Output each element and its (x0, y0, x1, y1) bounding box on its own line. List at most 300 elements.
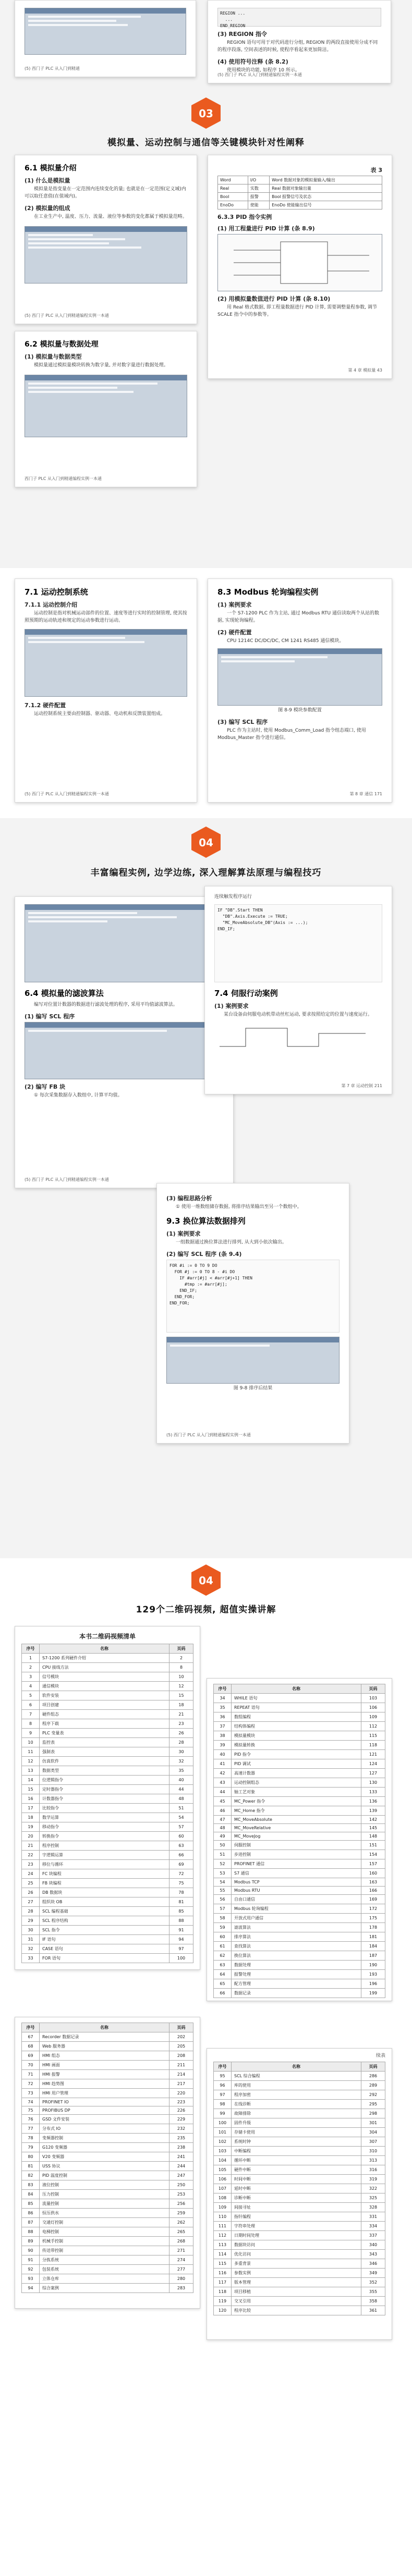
video-page: 103 (361, 1694, 385, 1703)
motion-sub1: 7.1.1 运动控制介绍 (25, 601, 78, 608)
top-right-code: REGION ... ... END_REGION (217, 8, 381, 27)
video-number: 119 (214, 2296, 232, 2306)
pid-block-diagram (218, 235, 380, 291)
table-row (214, 2287, 385, 2296)
video-page: 262 (169, 2218, 193, 2227)
video-number: 83 (22, 2180, 40, 2190)
video-number: 1 (22, 1654, 40, 1663)
video-title: 数据块访问 (232, 2240, 361, 2249)
table-row (22, 1869, 193, 1879)
table-row (22, 1813, 193, 1822)
video-number: 89 (22, 2237, 40, 2246)
video-title: 数据处理 (232, 1961, 361, 1970)
modbus-para2: CPU 1214C DC/DC/DC, CM 1241 RS485 通信模块。 (227, 638, 344, 644)
video-page: 112 (361, 1722, 385, 1731)
table-row (22, 2152, 193, 2162)
table-row (214, 1741, 385, 1750)
table-row (214, 1878, 385, 1887)
modbus-page (208, 578, 392, 803)
pid-sub3: (2) 用模拟量数值进行 PID 计算 (条 8.10) (217, 295, 331, 302)
video-page: 115 (361, 1731, 385, 1741)
top-left-footer: (5) 西门子 PLC 从入门到精通 (25, 66, 80, 71)
video-number: 30 (22, 1926, 40, 1935)
qr-list-bottom-left (15, 2017, 200, 2309)
table-row (22, 1954, 193, 1963)
video-page: 118 (361, 1741, 385, 1750)
video-title: 机械手控制 (40, 2237, 169, 2246)
table-row (218, 176, 382, 184)
qr-list-left (15, 1626, 200, 1970)
table-row (22, 1926, 193, 1935)
video-number: 73 (22, 2089, 40, 2098)
modbus-para3: PLC 作为主站时, 使用 Modbus_Comm_Load 指令组态端口, 使用 Modbus_Master 指令进行通信。 (217, 728, 366, 741)
video-number: 115 (214, 2259, 232, 2268)
video-title: HMI 组态 (40, 2051, 169, 2061)
video-page: 325 (361, 2193, 385, 2202)
table-row (214, 2193, 385, 2202)
video-number: 102 (214, 2137, 232, 2146)
qr-continued-label: 续表 (375, 2053, 385, 2059)
video-page: 75 (169, 1879, 193, 1888)
video-title: Modbus 轮询编程 (232, 1904, 361, 1914)
video-page: 130 (361, 1778, 385, 1788)
table-row (22, 2180, 193, 2190)
table-row (22, 2098, 193, 2106)
video-page: 127 (361, 1769, 385, 1778)
analog-intro-footer: (5) 西门子 PLC 从入门到精通编程实例一本通 (25, 313, 109, 318)
video-number: 53 (214, 1869, 232, 1878)
filter-para1: 编写对位置计数器的数据进行滤波处理的程序, 采用平均值滤波算法。 (34, 1002, 178, 1007)
video-title: SCL 编程基础 (40, 1907, 169, 1916)
video-number: 34 (214, 1694, 232, 1703)
video-page: 145 (361, 1824, 385, 1832)
video-title: 日期时间处理 (232, 2230, 361, 2240)
video-number: 80 (22, 2152, 40, 2162)
video-title: 优化访问 (232, 2249, 361, 2259)
video-page: 217 (169, 2079, 193, 2089)
qr-col-title: 名称 (232, 1684, 361, 1694)
video-page: 85 (169, 1907, 193, 1916)
video-title: 伺服控制 (232, 1841, 361, 1850)
modbus-sub2: (2) 硬件配置 (217, 628, 252, 636)
table-row (214, 1832, 385, 1841)
video-page: 232 (169, 2124, 193, 2134)
qr-list-right (207, 1678, 392, 2001)
video-title: Web 服务器 (40, 2042, 169, 2051)
table-cell: Real (218, 184, 248, 193)
video-number: 54 (214, 1878, 232, 1887)
video-page: 220 (169, 2089, 193, 2098)
video-page: 69 (169, 1860, 193, 1869)
video-number: 74 (22, 2098, 40, 2106)
table-row (214, 1694, 385, 1703)
video-title: 模拟量转换 (232, 1741, 361, 1750)
chapter-03-badge: 03 (199, 107, 213, 120)
table-row (214, 1759, 385, 1769)
analog-intro-para2: 在工业生产中, 温度、压力、流量、液位等参数的变化都属于模拟量范畴。 (34, 214, 187, 219)
table-row (214, 1731, 385, 1741)
table-row (22, 2265, 193, 2274)
table-row (214, 1979, 385, 1989)
video-page: 54 (169, 1813, 193, 1822)
table-row (214, 1722, 385, 1731)
video-number: 106 (214, 2174, 232, 2184)
video-number: 81 (22, 2162, 40, 2171)
table-row (214, 1703, 385, 1712)
video-title: 包装系统 (40, 2265, 169, 2274)
video-page: 63 (169, 1841, 193, 1851)
video-number: 4 (22, 1682, 40, 1691)
video-number: 38 (214, 1731, 232, 1741)
table-row (22, 1935, 193, 1944)
video-page: 151 (361, 1841, 385, 1850)
video-page: 175 (361, 1914, 385, 1923)
video-page: 226 (169, 2106, 193, 2115)
video-number: 69 (22, 2051, 40, 2061)
analog-intro-sub2: (2) 模拟量的组成 (25, 204, 70, 212)
video-title: 综合案例 (40, 2284, 169, 2293)
video-title: GSD 文件安装 (40, 2115, 169, 2124)
table-row (214, 1859, 385, 1869)
video-page: 244 (169, 2162, 193, 2171)
pid-footer: 第 4 章 模拟量 43 (348, 368, 382, 373)
video-number: 16 (22, 1794, 40, 1804)
video-number: 75 (22, 2106, 40, 2115)
sort-page (156, 1183, 349, 1444)
table-cell: Word 数据对象的模拟量输入/输出 (270, 176, 382, 184)
video-title: 程序控制 (40, 1841, 169, 1851)
video-page: 66 (169, 1851, 193, 1860)
table-row (214, 1841, 385, 1850)
top-right-item-text: 使用模块的功能, 如程序 10 所示。 (227, 67, 300, 73)
table-row (22, 2143, 193, 2152)
table-cell: Bool 报警信号及状态 (270, 193, 382, 201)
video-page: 88 (169, 1916, 193, 1926)
video-page: 283 (169, 2284, 193, 2293)
table-row (214, 2249, 385, 2259)
video-page: 202 (169, 2032, 193, 2042)
video-title: G120 变频器 (40, 2143, 169, 2152)
table-row (22, 2134, 193, 2143)
top-right-page (208, 0, 391, 83)
servo-footer: 第 7 章 运动控制 211 (341, 1083, 382, 1088)
video-number: 39 (214, 1741, 232, 1750)
video-page: 301 (361, 2118, 385, 2127)
video-page: 343 (361, 2249, 385, 2259)
video-number: 67 (22, 2032, 40, 2042)
video-page: 178 (361, 1923, 385, 1932)
video-number: 32 (22, 1944, 40, 1954)
video-title: 项目移植 (232, 2287, 361, 2296)
table-cell: 实数 (248, 184, 269, 193)
video-number: 3 (22, 1672, 40, 1682)
video-page: 286 (361, 2071, 385, 2080)
table-row (22, 1719, 193, 1729)
servo-note: 连续触发程序运行 (214, 894, 252, 899)
video-page: 313 (361, 2155, 385, 2165)
video-page: 316 (361, 2165, 385, 2174)
chapter-03-band (0, 91, 412, 568)
qr-col-page: 页码 (361, 2062, 385, 2071)
video-title: PID 指令 (232, 1750, 361, 1759)
table-row (214, 2080, 385, 2090)
video-number: 112 (214, 2230, 232, 2240)
video-title: MC_Home 指令 (232, 1806, 361, 1816)
table-row (214, 2296, 385, 2306)
video-page: 193 (361, 1970, 385, 1979)
analog-data-para1: 模拟量通过模拟量模块转换为数字量, 并对数字量进行数据处理。 (34, 363, 168, 368)
video-number: 92 (22, 2265, 40, 2274)
pid-sub2: (1) 用工程量进行 PID 计算 (条 8.9) (217, 225, 315, 232)
video-page: 253 (169, 2190, 193, 2199)
video-title: 移位与循环 (40, 1860, 169, 1869)
qr-table-right (213, 1684, 385, 1998)
video-page: 23 (169, 1719, 193, 1729)
video-number: 110 (214, 2212, 232, 2221)
video-number: 15 (22, 1785, 40, 1794)
chapter-04a-band (0, 818, 412, 1558)
video-page: 15 (169, 1691, 193, 1700)
video-number: 41 (214, 1759, 232, 1769)
video-number: 93 (22, 2274, 40, 2284)
video-number: 71 (22, 2070, 40, 2079)
chapter-04b-band (0, 1558, 412, 2576)
sort-screenshot (166, 1337, 340, 1384)
video-number: 33 (22, 1954, 40, 1963)
video-number: 14 (22, 1776, 40, 1785)
sort-sub3: (2) 编写 SCL 程序 (条 9.4) (166, 1250, 242, 1258)
video-title: 变频器控制 (40, 2134, 169, 2143)
video-page: 184 (361, 1942, 385, 1951)
video-page: 349 (361, 2268, 385, 2277)
table-row (214, 2174, 385, 2184)
video-page: 100 (169, 1954, 193, 1963)
video-number: 31 (22, 1935, 40, 1944)
qr-col-num: 序号 (22, 1644, 40, 1654)
video-page: 256 (169, 2199, 193, 2209)
table-row (214, 1942, 385, 1951)
video-page: 271 (169, 2246, 193, 2255)
video-page: 163 (361, 1878, 385, 1887)
video-title: 传送带控制 (40, 2246, 169, 2255)
table-row (214, 2240, 385, 2249)
video-number: 86 (22, 2209, 40, 2218)
filter-para2: ① 每次采集数据存入数组中, 计算平均值。 (34, 1092, 123, 1098)
video-number: 72 (22, 2079, 40, 2089)
table-row (214, 2277, 385, 2287)
table-row (22, 1879, 193, 1888)
table-row (214, 1869, 385, 1878)
video-title: 在线诊断 (232, 2099, 361, 2109)
chapter-04b-badge-icon (189, 1563, 223, 1597)
video-title: MC_MoveJog (232, 1832, 361, 1841)
video-title: IF 语句 (40, 1935, 169, 1944)
video-title: FC 块编程 (40, 1869, 169, 1879)
table-row (22, 2284, 193, 2293)
chapter-04b-headline: 129个二维码视频, 超值实操讲解 (136, 1605, 276, 1615)
video-number: 56 (214, 1895, 232, 1904)
video-title: MC_MoveAbsolute (232, 1816, 361, 1824)
video-page: 2 (169, 1654, 193, 1663)
table-row (214, 2202, 385, 2212)
table-row (22, 2246, 193, 2255)
table-row (214, 1989, 385, 1998)
video-number: 35 (214, 1703, 232, 1712)
video-page: 295 (361, 2099, 385, 2109)
video-page: 166 (361, 1887, 385, 1895)
qr-list-bottom-right (207, 2048, 392, 2340)
video-title: FOR 语句 (40, 1954, 169, 1963)
table-row (214, 2109, 385, 2118)
filter-footer: (5) 西门子 PLC 从入门到精通编程实例一本通 (25, 1177, 109, 1182)
video-number: 111 (214, 2221, 232, 2230)
video-title: 时间中断 (232, 2174, 361, 2184)
video-title: Recorder 数据记录 (40, 2032, 169, 2042)
video-title: PROFIBUS DP (40, 2106, 169, 2115)
chapter-04a-badge: 04 (199, 836, 213, 849)
table-row (214, 1769, 385, 1778)
video-number: 63 (214, 1961, 232, 1970)
video-number: 66 (214, 1989, 232, 1998)
video-page: 181 (361, 1932, 385, 1942)
video-number: 94 (22, 2284, 40, 2293)
qr-col-num: 序号 (22, 2023, 40, 2032)
video-number: 60 (214, 1932, 232, 1942)
servo-waveform (214, 1020, 381, 1052)
video-number: 96 (214, 2080, 232, 2090)
video-title: HMI 画面 (40, 2061, 169, 2070)
analog-data-page (15, 331, 197, 487)
filter-screenshot-mid (25, 1022, 224, 1079)
table-row (214, 1797, 385, 1806)
video-title: 查找算法 (232, 1942, 361, 1951)
video-title: SCL 指令 (40, 1926, 169, 1935)
video-title: 信号模块 (40, 1672, 169, 1682)
video-page: 334 (361, 2221, 385, 2230)
table-row (22, 1897, 193, 1907)
qr-col-title: 名称 (40, 1644, 169, 1654)
video-number: 19 (22, 1822, 40, 1832)
video-title: 组织块 OB (40, 1897, 169, 1907)
video-number: 29 (22, 1916, 40, 1926)
table-row (214, 2155, 385, 2165)
video-number: 8 (22, 1719, 40, 1729)
video-page: 292 (361, 2090, 385, 2099)
video-page: 160 (361, 1869, 385, 1878)
video-title: 监控表 (40, 1738, 169, 1747)
video-title: 程序下载 (40, 1719, 169, 1729)
table-row (22, 1654, 193, 1663)
video-page: 48 (169, 1794, 193, 1804)
table-row (214, 1816, 385, 1824)
video-title: 滤波算法 (232, 1923, 361, 1932)
table-row (214, 2230, 385, 2240)
table-row (214, 2259, 385, 2268)
table-row (22, 1672, 193, 1682)
servo-title: 7.4 伺服行动案例 (214, 988, 278, 998)
video-number: 116 (214, 2268, 232, 2277)
video-title: 数学运算 (40, 1813, 169, 1822)
motion-page (15, 578, 197, 803)
video-number: 27 (22, 1897, 40, 1907)
table-row (22, 2274, 193, 2284)
qr-col-title: 名称 (232, 2062, 361, 2071)
video-title: 运动控制组态 (232, 1778, 361, 1788)
video-number: 59 (214, 1923, 232, 1932)
modbus-para1: 一个 S7-1200 PLC 作为主站, 通过 Modbus RTU 通信读取两个从站的数据, 实现轮询编程。 (217, 611, 379, 623)
sort-para2: 一组数据通过换位算法进行排列, 从大到小依次输出。 (176, 1239, 287, 1245)
table-row (214, 1904, 385, 1914)
table-row (22, 2032, 193, 2042)
video-title: S7 通信 (232, 1869, 361, 1878)
video-title: 换位算法 (232, 1951, 361, 1961)
table-row (214, 2071, 385, 2080)
video-number: 100 (214, 2118, 232, 2127)
video-page: 142 (361, 1816, 385, 1824)
video-page: 81 (169, 1897, 193, 1907)
video-page: 238 (169, 2143, 193, 2152)
motion-section (0, 568, 412, 818)
video-title: 延时中断 (232, 2184, 361, 2193)
video-number: 109 (214, 2202, 232, 2212)
video-title: PLC 变量表 (40, 1729, 169, 1738)
table-row (22, 1822, 193, 1832)
video-title: 分拣系统 (40, 2255, 169, 2265)
video-page: 10 (169, 1672, 193, 1682)
video-title: 参数实例 (232, 2268, 361, 2277)
video-title: 自由口通信 (232, 1895, 361, 1904)
video-title: 版本管理 (232, 2277, 361, 2287)
pid-page (208, 155, 392, 379)
video-number: 46 (214, 1806, 232, 1816)
video-page: 148 (361, 1832, 385, 1841)
qr-col-title: 名称 (40, 2023, 169, 2032)
video-title: 通信模块 (40, 1682, 169, 1691)
video-number: 50 (214, 1841, 232, 1850)
video-page: 196 (361, 1979, 385, 1989)
video-page: 35 (169, 1766, 193, 1776)
video-title: 项目创建 (40, 1700, 169, 1710)
video-page: 139 (361, 1806, 385, 1816)
video-number: 37 (214, 1722, 232, 1731)
video-number: 76 (22, 2115, 40, 2124)
video-number: 68 (22, 2042, 40, 2051)
video-number: 47 (214, 1816, 232, 1824)
pid-table-title: 表 3 (370, 167, 382, 174)
qr-table-bottom-right (213, 2062, 385, 2315)
video-title: 结构体编程 (232, 1722, 361, 1731)
video-title: 间接寻址 (232, 2202, 361, 2212)
sort-caption: 图 9-8 排序后结果 (233, 1385, 273, 1391)
video-title: 系统时钟 (232, 2137, 361, 2146)
video-title: 指针编程 (232, 2212, 361, 2221)
table-row (22, 1757, 193, 1766)
video-page: 78 (169, 1888, 193, 1897)
video-title: 数据类型 (40, 1766, 169, 1776)
table-row (22, 1832, 193, 1841)
video-title: PROFINET 通信 (232, 1859, 361, 1869)
video-page: 229 (169, 2115, 193, 2124)
video-page: 94 (169, 1935, 193, 1944)
table-row (22, 2227, 193, 2237)
video-number: 48 (214, 1824, 232, 1832)
table-row (22, 1916, 193, 1926)
table-cell: 报警 (248, 193, 269, 201)
video-number: 108 (214, 2193, 232, 2202)
table-cell: I/O (248, 176, 269, 184)
table-cell: Word (218, 176, 248, 184)
video-page: 57 (169, 1822, 193, 1832)
